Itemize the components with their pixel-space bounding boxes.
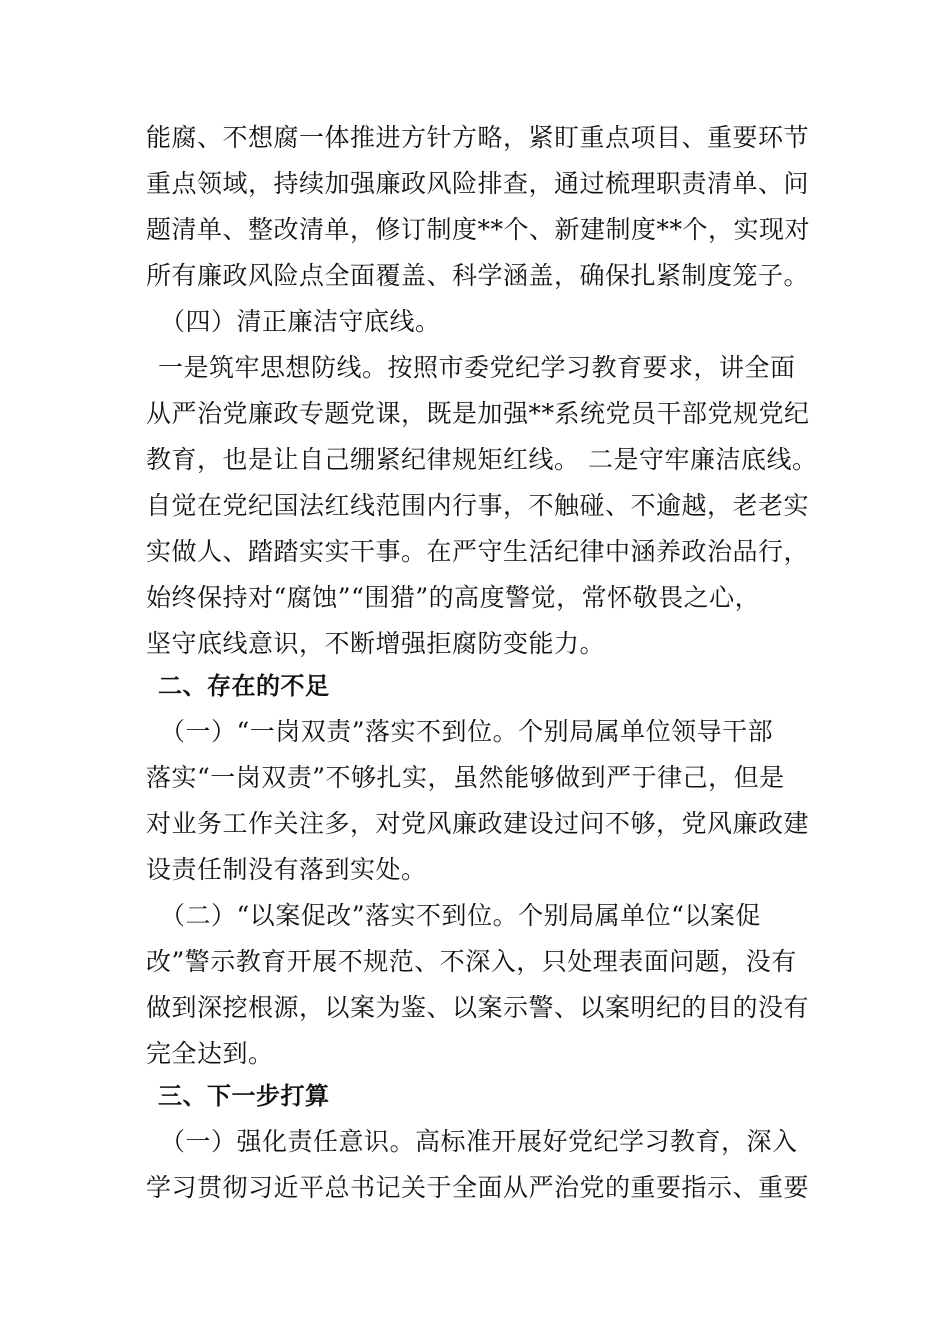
body-line: 学习贯彻习近平总书记关于全面从严治党的重要指示、重要: [146, 1173, 810, 1202]
body-line: 能腐、不想腐一体推进方针方略，紧盯重点项目、重要环节: [146, 123, 810, 152]
body-line: 设责任制没有落到实处。: [146, 855, 427, 884]
body-line: 落实“一岗双责”不够扎实，虽然能够做到严于律己，但是: [146, 763, 785, 792]
body-line: 一是筑牢思想防线。按照市委党纪学习教育要求，讲全面: [158, 353, 796, 382]
body-line: 从严治党廉政专题党课，既是加强**系统党员干部党规党纪: [146, 399, 810, 428]
body-line: 题清单、整改清单，修订制度**个、新建制度**个，实现对: [146, 215, 811, 244]
subheading-four: （四）清正廉洁守底线。: [160, 307, 441, 336]
body-line: （一）强化责任意识。高标准开展好党纪学习教育，深入: [160, 1127, 798, 1156]
body-line: 改”警示教育开展不规范、不深入，只处理表面问题，没有: [146, 947, 797, 976]
body-line: 所有廉政风险点全面覆盖、科学涵盖，确保扎紧制度笼子。: [146, 261, 810, 290]
body-line: 始终保持对“腐蚀”“围猎”的高度警觉，常怀敬畏之心，: [146, 583, 761, 612]
body-line: 做到深挖根源，以案为鉴、以案示警、以案明纪的目的没有: [146, 993, 810, 1022]
section-heading-two: 二、存在的不足: [158, 672, 330, 700]
body-line: 重点领域，持续加强廉政风险排查，通过梳理职责清单、问: [146, 169, 810, 198]
body-line: 实做人、踏踏实实干事。在严守生活纪律中涵养政治品行，: [146, 537, 810, 566]
body-line: （二）“以案促改”落实不到位。个别局属单位“以案促: [160, 901, 761, 930]
body-line: 完全达到。: [146, 1039, 274, 1068]
body-line: 对业务工作关注多，对党风廉政建设过问不够，党风廉政建: [146, 809, 810, 838]
section-heading-three: 三、下一步打算: [158, 1082, 330, 1110]
body-line: （一）“一岗双责”落实不到位。个别局属单位领导干部: [160, 717, 774, 746]
body-line: 坚守底线意识，不断增强拒腐防变能力。: [146, 629, 606, 658]
body-line: 教育，也是让自己绷紧纪律规矩红线。 二是守牢廉洁底线。: [146, 445, 818, 474]
body-line: 自觉在党纪国法红线范围内行事，不触碰、不逾越，老老实: [146, 491, 810, 520]
